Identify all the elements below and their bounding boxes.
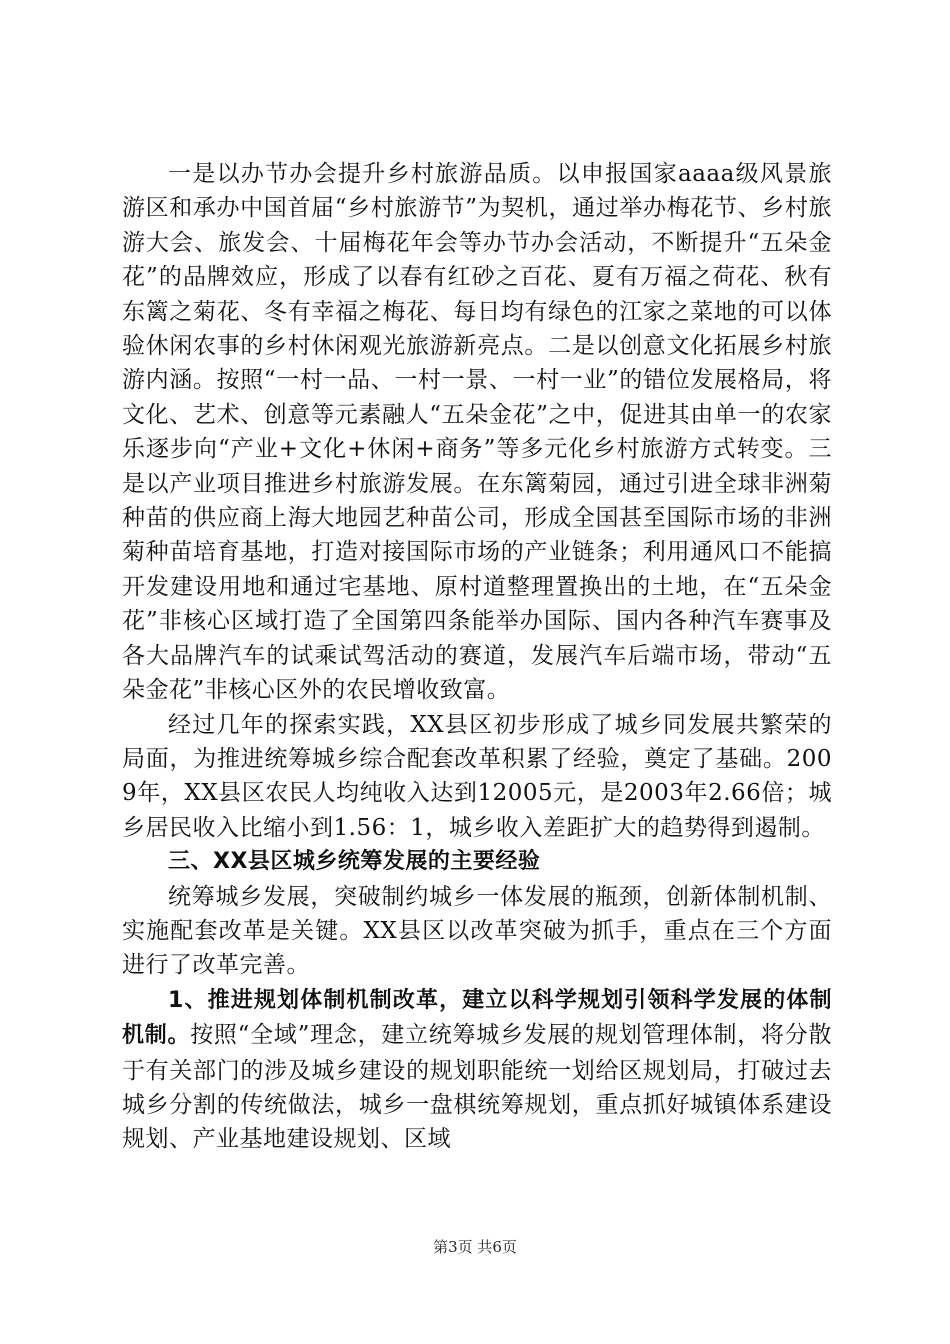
document-body: [122, 157, 832, 1157]
section-heading-main-experience: 三、XX县区城乡统筹发展的主要经验: [168, 849, 541, 875]
paragraph-achievements: 经过几年的探索实践，XX县区初步形成了城乡同发展共繁荣的局面，为推进统筹城乡综合配套改革积累了经验，奠定了基础。2009年，XX县区农民人均纯收入达到12005元，是2003年2.66倍；城乡居民收入比缩小到1.56：1，城乡收入差距扩大的趋势得到遏制。: [122, 711, 832, 841]
paragraph-reform-intro: 统筹城乡发展，突破制约城乡一体发展的瓶颈，创新体制机制、实施配套改革是关键。XX县区以改革突破为抓手，重点在三个方面进行了改革完善。: [122, 883, 832, 979]
paragraph-planning-reform-lead: 1、推进规划体制机制改革，建立以科学规划引领科学发展的体制机制。: [122, 987, 832, 1049]
page-number-footer: 第3页 共6页: [433, 1238, 517, 1256]
paragraph-rural-tourism: 一是以办节办会提升乡村旅游品质。以申报国家aaaa级风景旅游区和承办中国首届“乡村旅游节”为契机，通过举办梅花节、乡村旅游大会、旅发会、十届梅花年会等办节办会活动，不断提升“五朵金花”的品牌效应，形成了以春有红砂之百花、夏有万福之荷花、秋有东篱之菊花、冬有幸福之梅花、每日均有绿色的江家之菜地的可以体验休闲农事的乡村休闲观光旅游新亮点。二是以创意文化拓展乡村旅游内涵。按照“一村一品、一村一景、一村一业”的错位发展格局，将文化、艺术、创意等元素融人“五朵金花”之中，促进其由单一的农家乐逐步向“产业+文化+休闲+商务”等多元化乡村旅游方式转变。三是以产业项目推进乡村旅游发展。在东篱菊园，通过引进全球非洲菊种苗的供应商上海大地园艺种苗公司，形成全国甚至国际市场的非洲菊种苗培育基地，打造对接国际市场的产业链条；利用通风口不能搞开发建设用地和通过宅基地、原村道整理置换出的土地，在“五朵金花”非核心区域打造了全国第四条能举办国际、国内各种汽车赛事及各大品牌汽车的试乘试驾活动的赛道，发展汽车后端市场，带动“五朵金花”非核心区外的农民增收致富。: [122, 161, 832, 704]
paragraph-planning-reform-body: 按照“全域”理念，建立统筹城乡发展的规划管理体制，将分散于有关部门的涉及城乡建设的规划职能统一划给区规划局，打破过去城乡分割的传统做法，城乡一盘棋统筹规划，重点抓好城镇体系建设规划、产业基地建设规划、区域: [122, 1022, 832, 1153]
paragraph-planning-reform: [122, 983, 832, 1157]
